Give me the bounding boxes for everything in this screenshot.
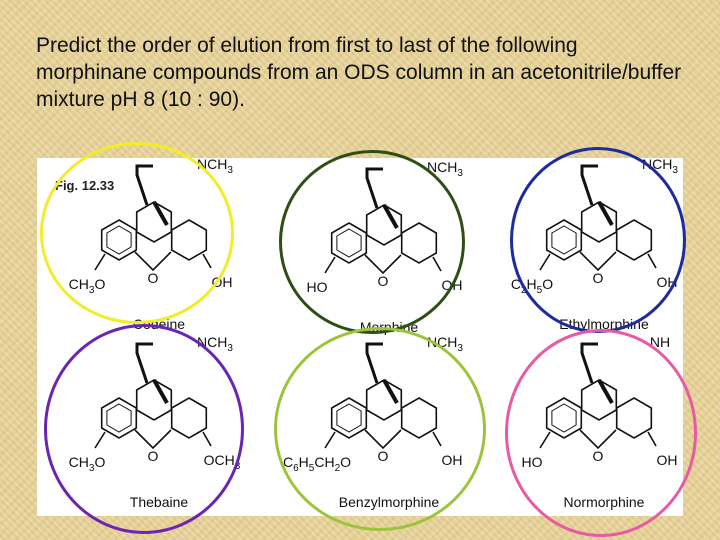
compound-name-codeine: Codeine [132,316,186,332]
n-group-label: $NCH_3$ [642,156,678,176]
r6-substituent-label: OH [211,274,233,290]
r3-substituent-label: $C_6H_5CH_2O$ [282,454,352,474]
compound-name-morphine: Morphine [359,319,419,335]
r6-substituent-label: OH [656,274,678,290]
n-group-label: $NCH_3$ [197,334,233,354]
compound-name-ethylmorphine: Ethylmorphine [559,316,649,332]
bridge-oxygen-label: O [377,273,389,289]
n-group-label: $NCH_3$ [197,156,233,176]
bridge-oxygen-label: O [377,448,389,464]
bridge-oxygen-label: O [147,270,159,286]
figure-caption: Fig. 12.33 [55,178,115,193]
compound-name-thebaine: Thebaine [129,494,189,510]
r6-substituent-label: $OCH_3$ [203,452,241,472]
r6-substituent-label: OH [441,277,463,293]
bridge-oxygen-label: O [592,448,604,464]
bridge-oxygen-label: O [147,448,159,464]
highlight-circle-benzylmorphine [274,327,486,531]
n-group-label: $NCH_3$ [427,159,463,179]
highlight-circle-thebaine [44,324,244,534]
highlight-circle-ethylmorphine [510,147,686,333]
n-group-label: $NCH_3$ [427,334,463,354]
r3-substituent-label: HO [306,279,328,295]
highlight-circle-codeine [40,142,234,324]
n-group-label: NH [649,334,671,350]
r3-substituent-label: $CH_3O$ [68,276,106,296]
highlight-circle-normorphine [505,329,697,537]
r6-substituent-label: OH [441,452,463,468]
r6-substituent-label: OH [656,452,678,468]
bridge-oxygen-label: O [592,270,604,286]
highlight-circle-morphine [279,150,465,334]
r3-substituent-label: $CH_3O$ [68,454,106,474]
r3-substituent-label: HO [521,454,543,470]
compound-name-benzylmorphine: Benzylmorphine [338,494,440,510]
question-text: Predict the order of elution from first to last of the following morphinane compounds from an ODS column in an acetonitrile/buffer mixture pH 8 (10 : 90). [36,34,682,111]
compound-name-normorphine: Normorphine [563,494,645,510]
r3-substituent-label: $C_2H_5O$ [510,276,554,296]
